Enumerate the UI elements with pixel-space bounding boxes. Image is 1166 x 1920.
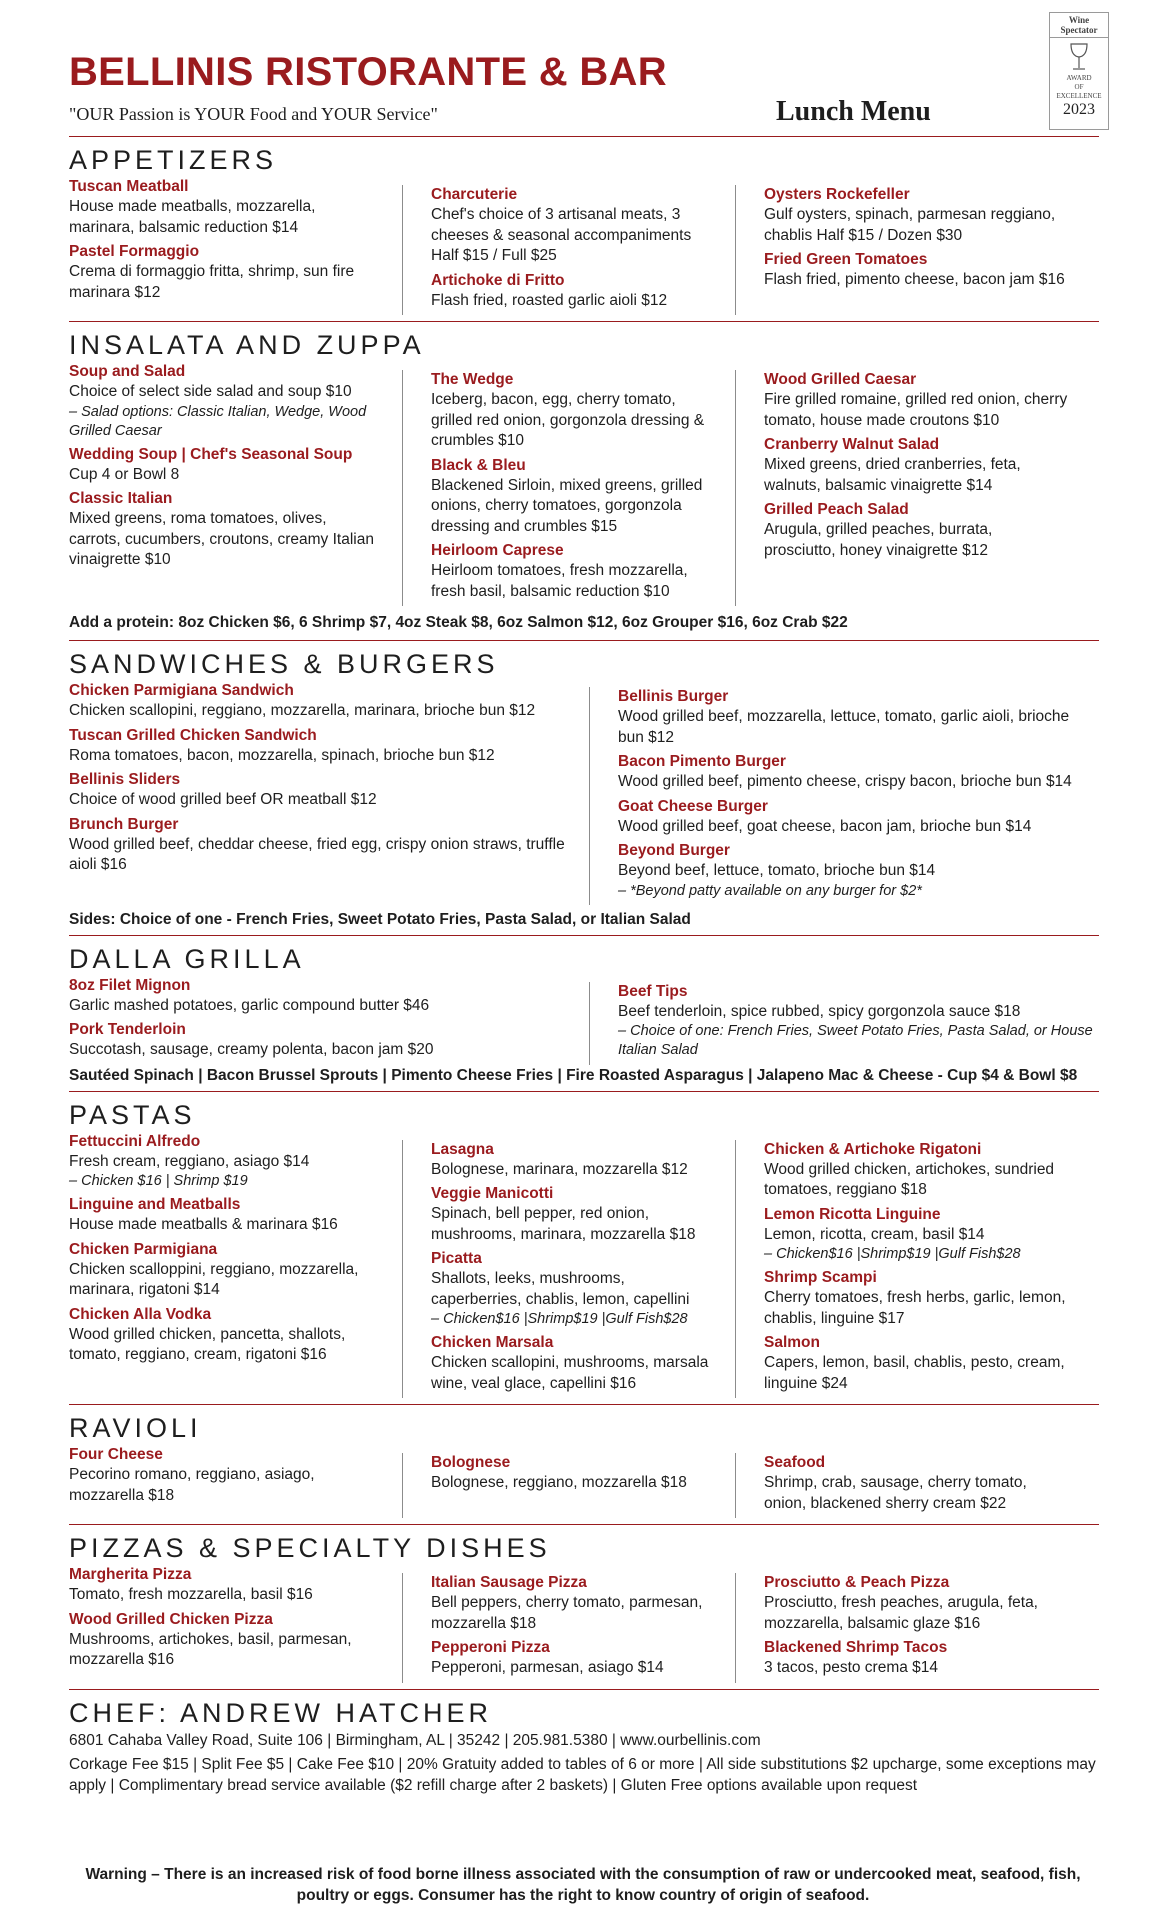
menu-item <box>69 1020 569 1061</box>
section-title: INSALATA AND ZUPPA <box>69 330 425 360</box>
item-name: Heirloom Caprese <box>431 542 564 559</box>
menu-item <box>431 1140 709 1181</box>
item-description: Mushrooms, artichokes, basil, parmesan, mozzarella $16 <box>69 1630 352 1668</box>
item-name: Pastel Formaggio <box>69 243 200 260</box>
item-name: Lasagna <box>431 1140 494 1158</box>
menu-item <box>618 752 1099 793</box>
item-name: Margherita Pizza <box>69 1566 192 1583</box>
item-description: Roma tomatoes, bacon, mozzarella, spinach, brioche bun $12 <box>69 746 495 764</box>
menu-item <box>764 185 1068 246</box>
item-note: – Choice of one: French Fries, Sweet Potato Fries, Pasta Salad, or House Italian Salad <box>618 1023 1093 1058</box>
item-description: Mixed greens, dried cranberries, feta, walnuts, balsamic vinaigrette $14 <box>764 456 1021 494</box>
menu-item <box>431 370 709 452</box>
section-pastas <box>69 1092 1099 1399</box>
item-description: Cup 4 or Bowl 8 <box>69 465 180 483</box>
menu-item <box>431 456 709 538</box>
menu-item <box>69 1240 376 1301</box>
item-description: Bell peppers, cherry tomato, parmesan, mozzarella $18 <box>431 1594 703 1632</box>
item-description: Prosciutto, fresh peaches, arugula, feta, mozzarella, balsamic glaze $16 <box>764 1594 1038 1632</box>
menu-item <box>764 1573 1068 1634</box>
item-name: Linguine and Meatballs <box>69 1196 241 1213</box>
menu-item <box>69 445 376 486</box>
item-name: Fried Green Tomatoes <box>764 251 928 268</box>
item-description: Wood grilled beef, cheddar cheese, fried egg, crispy onion straws, truffle aioli $16 <box>69 835 565 873</box>
menu-column <box>69 362 402 606</box>
item-name: Salmon <box>764 1334 820 1351</box>
award-line-3: EXCELLENCE <box>1056 92 1102 100</box>
item-name: Wood Grilled Chicken Pizza <box>69 1610 273 1628</box>
item-description: Flash fried, pimento cheese, bacon jam $16 <box>764 271 1065 288</box>
award-brand: Wine Spectator <box>1050 13 1108 38</box>
menu-item <box>764 250 1068 291</box>
item-description: Beyond beef, lettuce, tomato, brioche bun $14 <box>618 862 936 879</box>
item-description: Choice of select side salad and soup $10 <box>69 383 352 400</box>
item-name: Picatta <box>431 1250 482 1267</box>
item-description: Choice of wood grilled beef OR meatball $12 <box>69 791 377 808</box>
menu-columns <box>69 1445 1099 1518</box>
item-description: Wood grilled chicken, artichokes, sundried tomatoes, reggiano $18 <box>764 1160 1055 1198</box>
item-name: Chicken & Artichoke Rigatoni <box>764 1140 982 1158</box>
menu-column <box>69 1132 402 1399</box>
item-name: Wood Grilled Caesar <box>764 371 917 388</box>
item-name: Blackened Shrimp Tacos <box>764 1639 948 1656</box>
item-description: Garlic mashed potatoes, garlic compound butter $46 <box>69 996 430 1014</box>
item-description: Chef's choice of 3 artisanal meats, 3 cheeses & seasonal accompaniments Half $15 / Full $25 <box>431 206 692 264</box>
item-name: Artichoke di Fritto <box>431 271 565 289</box>
menu-item <box>69 1195 376 1236</box>
item-description: Lemon, ricotta, cream, basil $14 <box>764 1225 985 1243</box>
menu-item <box>431 271 709 312</box>
menu-item <box>618 797 1099 838</box>
item-name: Chicken Parmigiana <box>69 1240 218 1258</box>
menu-column <box>402 370 735 606</box>
menu-item <box>69 1305 376 1366</box>
tagline: "OUR Passion is YOUR Food and YOUR Service" <box>69 104 438 124</box>
section-chef <box>69 1690 1099 1796</box>
menu-item <box>764 1453 1068 1514</box>
menu-columns <box>69 362 1099 606</box>
item-description: Wood grilled beef, pimento cheese, crispy bacon, brioche bun $14 <box>618 773 1072 790</box>
item-name: Bacon Pimento Burger <box>618 753 786 770</box>
menu-item <box>69 177 376 238</box>
item-description: Tomato, fresh mozzarella, basil $16 <box>69 1586 313 1603</box>
item-description: Mixed greens, roma tomatoes, olives, carrots, cucumbers, croutons, creamy Italian vinaigrette $10 <box>69 510 374 568</box>
restaurant-address: 6801 Cahaba Valley Road, Suite 106 | Birmingham, AL | 35242 | 205.981.5380 | www.ourbellinis.com <box>69 1731 761 1749</box>
menu-item <box>431 541 709 602</box>
item-name: Beef Tips <box>618 982 688 1000</box>
menu-columns <box>69 1565 1099 1683</box>
section-title: PASTAS <box>69 1099 196 1130</box>
menu-item <box>764 1638 1068 1679</box>
item-name: 8oz Filet Mignon <box>69 976 191 994</box>
menu-item <box>618 982 1099 1061</box>
item-description: Chicken scallopini, reggiano, mozzarella, marinara, brioche bun $12 <box>69 702 536 719</box>
menu-item <box>431 1184 709 1245</box>
item-description: Iceberg, bacon, egg, cherry tomato, grilled red onion, gorgonzola dressing & crumbles $10 <box>431 391 705 449</box>
menu-column <box>69 976 589 1065</box>
section-pizzas-and-specialty <box>69 1525 1099 1683</box>
item-name: Pepperoni Pizza <box>431 1639 550 1656</box>
section-ravioli <box>69 1405 1099 1518</box>
item-name: The Wedge <box>431 371 514 388</box>
menu-column <box>735 370 1068 606</box>
item-name: Soup and Salad <box>69 363 186 380</box>
protein-addons: Add a protein: 8oz Chicken $6, 6 Shrimp $7, 4oz Steak $8, 6oz Salmon $12, 6oz Grouper $16, 6oz Crab $22 <box>69 614 848 631</box>
item-name: Cranberry Walnut Salad <box>764 436 940 453</box>
menu-item <box>69 726 569 767</box>
item-description: Bolognese, reggiano, mozzarella $18 <box>431 1474 687 1491</box>
item-description: Pepperoni, parmesan, asiago $14 <box>431 1659 664 1676</box>
menu-item <box>764 1205 1068 1265</box>
item-description: Bolognese, marinara, mozzarella $12 <box>431 1160 688 1178</box>
menu-item <box>69 681 569 722</box>
item-name: Goat Cheese Burger <box>618 797 768 815</box>
item-description: 3 tacos, pesto crema $14 <box>764 1659 939 1676</box>
item-name: Pork Tenderloin <box>69 1021 186 1038</box>
menu-item <box>69 1610 376 1671</box>
item-name: Shrimp Scampi <box>764 1269 877 1286</box>
item-name: Oysters Rockefeller <box>764 186 910 203</box>
item-name: Beyond Burger <box>618 842 730 859</box>
item-description: Shallots, leeks, mushrooms, caperberries, chablis, lemon, capellini <box>431 1270 690 1308</box>
restaurant-policies: Corkage Fee $15 | Split Fee $5 | Cake Fee $10 | 20% Gratuity added to tables of 6 or more | All side substitutions $2 upcharge, some exceptions may apply | Complimentary bread service available ($2 refill charge after 2 baskets) | Gluten Free options available upon request <box>69 1755 1096 1794</box>
item-description: House made meatballs, mozzarella, marinara, balsamic reduction $14 <box>69 198 316 236</box>
menu-item <box>69 362 376 441</box>
menu-item <box>764 500 1068 561</box>
menu-item <box>69 1445 376 1506</box>
item-description: Fire grilled romaine, grilled red onion, cherry tomato, house made croutons $10 <box>764 391 1068 429</box>
food-safety-warning: Warning – There is an increased risk of food borne illness associated with the consumption of raw or undercooked meat, seafood, fish, poultry or eggs. Consumer has the right to know country of origin of seafood. <box>85 1866 1081 1904</box>
item-description: Arugula, grilled peaches, burrata, prosciutto, honey vinaigrette $12 <box>764 521 993 559</box>
menu-column <box>69 1445 402 1518</box>
menu-item <box>431 185 709 267</box>
menu-item <box>431 1249 709 1329</box>
menu-column <box>735 1140 1068 1399</box>
menu-item <box>764 435 1068 496</box>
menu-item <box>69 1132 376 1192</box>
item-description: Crema di formaggio fritta, shrimp, sun fire marinara $12 <box>69 263 355 301</box>
item-description: Spinach, bell pepper, red onion, mushrooms, marinara, mozzarella $18 <box>431 1205 696 1243</box>
section-title: SANDWICHES & BURGERS <box>69 649 499 679</box>
menu-page <box>69 0 1102 1796</box>
menu-column <box>735 1453 1068 1518</box>
wine-glass-icon <box>1068 42 1090 72</box>
item-name: Chicken Alla Vodka <box>69 1305 212 1323</box>
section-title: APPETIZERS <box>69 145 278 175</box>
item-description: Cherry tomatoes, fresh herbs, garlic, lemon, chablis, linguine $17 <box>764 1289 1066 1327</box>
menu-columns <box>69 976 1099 1065</box>
item-note: – Chicken$16 |Shrimp$19 |Gulf Fish$28 <box>764 1246 1021 1262</box>
menu-column <box>402 1453 735 1518</box>
menu-item <box>69 1565 376 1606</box>
section-title: DALLA GRILLA <box>69 943 305 974</box>
item-name: Tuscan Grilled Chicken Sandwich <box>69 726 317 744</box>
item-name: Prosciutto & Peach Pizza <box>764 1574 950 1591</box>
menu-column <box>69 177 402 315</box>
item-name: Black & Bleu <box>431 456 526 474</box>
item-note: – Salad options: Classic Italian, Wedge, Wood Grilled Caesar <box>69 403 367 439</box>
item-name: Veggie Manicotti <box>431 1185 554 1202</box>
item-name: Charcuterie <box>431 186 518 203</box>
section-title: RAVIOLI <box>69 1413 202 1443</box>
item-note: – Chicken$16 |Shrimp$19 |Gulf Fish$28 <box>431 1311 688 1327</box>
item-description: Heirloom tomatoes, fresh mozzarella, fresh basil, balsamic reduction $10 <box>431 562 688 600</box>
award-year: 2023 <box>1063 101 1095 118</box>
item-name: Italian Sausage Pizza <box>431 1574 587 1591</box>
item-name: Classic Italian <box>69 490 173 507</box>
item-name: Chicken Parmigiana Sandwich <box>69 682 294 699</box>
menu-column <box>589 687 1099 905</box>
sides-note: Sides: Choice of one - French Fries, Sweet Potato Fries, Pasta Salad, or Italian Salad <box>69 910 691 928</box>
item-description: Pecorino romano, reggiano, asiago, mozzarella $18 <box>69 1466 315 1504</box>
item-name: Brunch Burger <box>69 815 179 833</box>
award-line-2: OF <box>1074 83 1084 91</box>
item-name: Lemon Ricotta Linguine <box>764 1205 941 1223</box>
item-name: Bolognese <box>431 1454 511 1471</box>
menu-column <box>589 982 1099 1065</box>
chef-title: CHEF: ANDREW HATCHER <box>69 1697 493 1728</box>
menu-item <box>69 489 376 571</box>
menu-item <box>764 1333 1068 1394</box>
menu-column <box>735 1573 1068 1683</box>
menu-item <box>69 242 376 303</box>
item-description: Succotash, sausage, creamy polenta, bacon jam $20 <box>69 1041 434 1058</box>
item-description: Gulf oysters, spinach, parmesan reggiano, chablis Half $15 / Dozen $30 <box>764 206 1056 244</box>
menu-columns <box>69 177 1099 315</box>
item-name: Bellinis Burger <box>618 688 729 705</box>
menu-item <box>69 976 569 1017</box>
item-description: Fresh cream, reggiano, asiago $14 <box>69 1152 310 1170</box>
menu-column <box>402 1573 735 1683</box>
menu-columns <box>69 681 1099 905</box>
item-name: Fettuccini Alfredo <box>69 1132 201 1150</box>
item-name: Grilled Peach Salad <box>764 501 909 518</box>
menu-item <box>69 770 569 811</box>
section-appetizers <box>69 137 1099 315</box>
item-description: Beef tenderloin, spice rubbed, spicy gorgonzola sauce $18 <box>618 1002 1021 1020</box>
item-name: Bellinis Sliders <box>69 771 181 788</box>
menu-item <box>431 1453 709 1494</box>
menu-title: Lunch Menu <box>776 96 931 127</box>
award-line-1: AWARD <box>1066 74 1092 82</box>
item-description: Flash fried, roasted garlic aioli $12 <box>431 291 668 309</box>
section-sandwiches-and-burgers <box>69 641 1099 931</box>
item-note: – Chicken $16 | Shrimp $19 <box>69 1173 248 1189</box>
menu-columns <box>69 1132 1099 1399</box>
menu-item <box>764 1268 1068 1329</box>
item-description: Shrimp, crab, sausage, cherry tomato, onion, blackened sherry cream $22 <box>764 1474 1027 1512</box>
item-description: Wood grilled beef, goat cheese, bacon jam, brioche bun $14 <box>618 817 1032 835</box>
item-name: Wedding Soup | Chef's Seasonal Soup <box>69 445 353 463</box>
item-description: Wood grilled beef, mozzarella, lettuce, tomato, garlic aioli, brioche bun $12 <box>618 708 1070 746</box>
item-description: House made meatballs & marinara $16 <box>69 1216 338 1233</box>
section-insalata-and-zuppa <box>69 322 1099 634</box>
item-description: Wood grilled chicken, pancetta, shallots, tomato, reggiano, cream, rigatoni $16 <box>69 1325 346 1363</box>
item-description: Chicken scallopini, mushrooms, marsala wine, veal glace, capellini $16 <box>431 1354 709 1392</box>
section-title: PIZZAS & SPECIALTY DISHES <box>69 1533 551 1563</box>
menu-header <box>69 0 1102 136</box>
item-note: – *Beyond patty available on any burger for $2* <box>618 882 922 899</box>
menu-column <box>735 185 1068 315</box>
item-description: Capers, lemon, basil, chablis, pesto, cream, linguine $24 <box>764 1354 1065 1392</box>
menu-column <box>69 681 589 905</box>
menu-item <box>764 1140 1068 1201</box>
menu-item <box>431 1573 709 1634</box>
menu-item <box>764 370 1068 431</box>
item-name: Four Cheese <box>69 1446 163 1463</box>
grilla-sides: Sautéed Spinach | Bacon Brussel Sprouts | Pimento Cheese Fries | Fire Roasted Asparagus | Jalapeno Mac & Cheese - Cup $4 & Bowl $8 <box>69 1066 1078 1084</box>
menu-item <box>431 1333 709 1394</box>
menu-column <box>402 185 735 315</box>
menu-item <box>618 687 1099 748</box>
item-description: Chicken scalloppini, reggiano, mozzarella, marinara, rigatoni $14 <box>69 1260 359 1298</box>
item-name: Chicken Marsala <box>431 1334 554 1351</box>
menu-item <box>618 841 1099 901</box>
menu-column <box>69 1565 402 1683</box>
item-name: Tuscan Meatball <box>69 178 189 195</box>
item-name: Seafood <box>764 1454 826 1471</box>
item-description: Blackened Sirloin, mixed greens, grilled onions, cherry tomatoes, gorgonzola dressing and crumbles $15 <box>431 476 703 535</box>
menu-item <box>69 815 569 876</box>
award-badge <box>1049 12 1109 130</box>
menu-column <box>402 1140 735 1399</box>
menu-item <box>431 1638 709 1679</box>
restaurant-name: BELLINIS RISTORANTE & BAR <box>69 50 667 94</box>
section-dalla-grilla <box>69 936 1099 1087</box>
